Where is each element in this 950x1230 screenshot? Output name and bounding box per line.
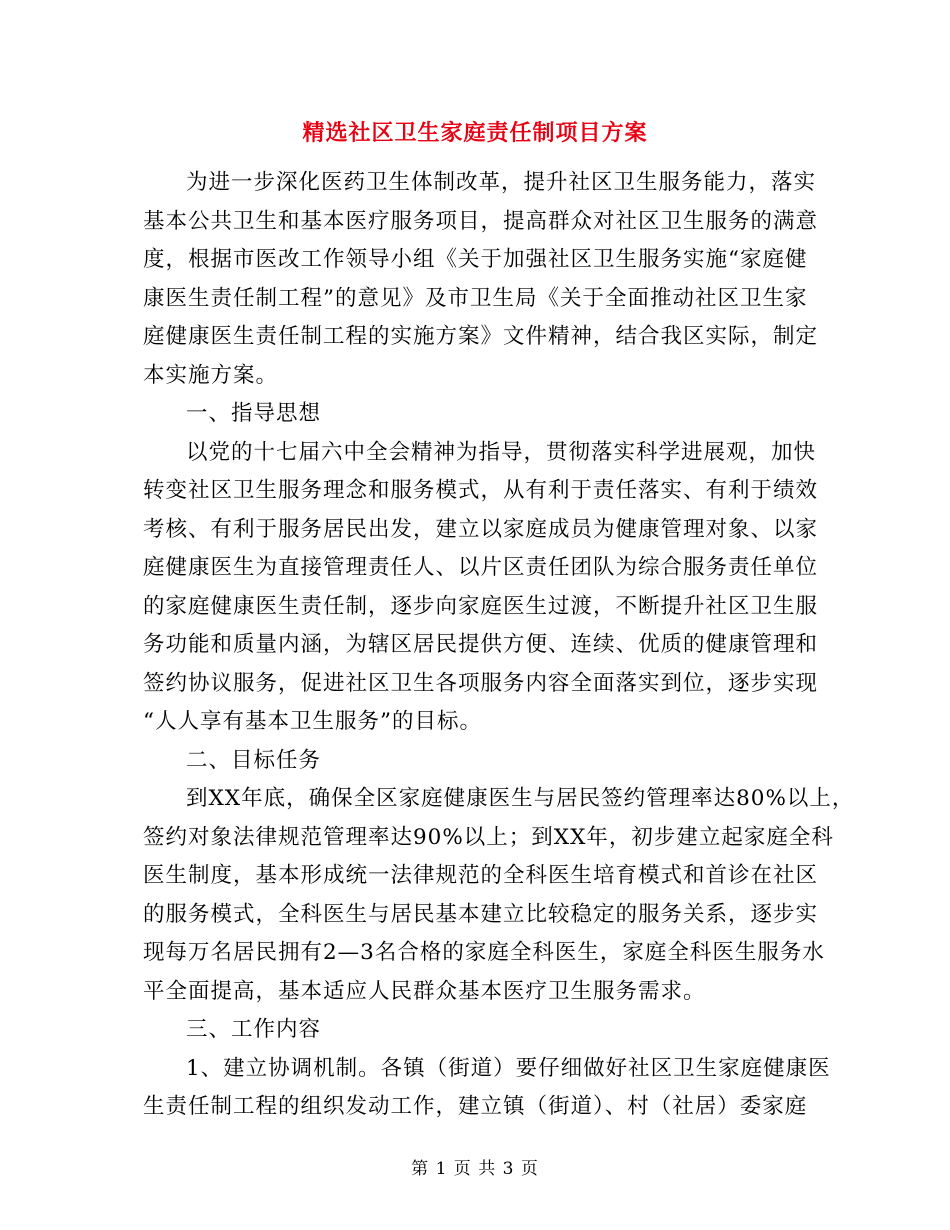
text-line: “人人享有基本卫生服务”的目标。 (143, 709, 482, 734)
text-line: 以党的十七届六中全会精神为指导，贯彻落实科学进展观，加快 (186, 439, 817, 465)
text-line: 基本公共卫生和基本医疗服务项目，提高群众对社区卫生服务的满意 (143, 208, 819, 234)
text-line: 1、建立协调机制。各镇（街道）要仔细做好社区卫生家庭健康医 (186, 1055, 831, 1081)
text-line: 的服务模式，全科医生与居民基本建立比较稳定的服务关系，逐步实 (143, 901, 819, 927)
text-line: 医生制度，基本形成统一法律规范的全科医生培育模式和首诊在社区 (143, 863, 819, 888)
text-line: 庭健康医生为直接管理责任人、以片区责任团队为综合服务责任单位 (143, 555, 819, 580)
text-line: 现每万名居民拥有2—3名合格的家庭全科医生，家庭全科医生服务水 (143, 940, 825, 965)
text-line: 度，根据市医改工作领导小组《关于加强社区卫生服务实施“家庭健 (143, 247, 808, 272)
text-line: 签约对象法律规范管理率达90%以上；到XX年，初步建立起家庭全科 (143, 824, 834, 850)
text-line: 务功能和质量内涵，为辖区居民提供方便、连续、优质的健康管理和 (143, 632, 819, 657)
document-title: 精选社区卫生家庭责任制项目方案 (302, 121, 648, 146)
text-line: 平全面提高，基本适应人民群众基本医疗卫生服务需求。 (143, 978, 706, 1004)
text-line: 考核、有利于服务居民出发，建立以家庭成员为健康管理对象、以家 (143, 516, 819, 542)
text-line: 本实施方案。 (143, 362, 279, 388)
text-line: 庭健康医生责任制工程的实施方案》文件精神，结合我区实际，制定 (143, 324, 819, 349)
text-line: 到XX年底，确保全区家庭健康医生与居民签约管理率达80%以上， (186, 786, 855, 811)
text-line: 康医生责任制工程”的意见》及市卫生局《关于全面推动社区卫生家 (143, 285, 808, 311)
text-line: 为进一步深化医药卫生体制改革，提升社区卫生服务能力，落实 (186, 170, 817, 195)
text-line: 生责任制工程的组织发动工作，建立镇（街道）、村（社居）委家庭 (143, 1094, 808, 1119)
text-line: 二、目标任务 (186, 747, 322, 773)
text-line: 签约协议服务，促进社区卫生各项服务内容全面落实到位，逐步实现 (143, 670, 819, 696)
page-footer: 第 1 页 共 3 页 (411, 1159, 539, 1179)
text-line: 转变社区卫生服务理念和服务模式，从有利于责任落实、有利于绩效 (143, 478, 819, 503)
document-body (143, 164, 855, 1127)
text-line: 三、工作内容 (186, 1017, 322, 1042)
text-line: 一、指导思想 (186, 401, 322, 426)
text-line: 的家庭健康医生责任制，逐步向家庭医生过渡，不断提升社区卫生服 (143, 593, 819, 619)
